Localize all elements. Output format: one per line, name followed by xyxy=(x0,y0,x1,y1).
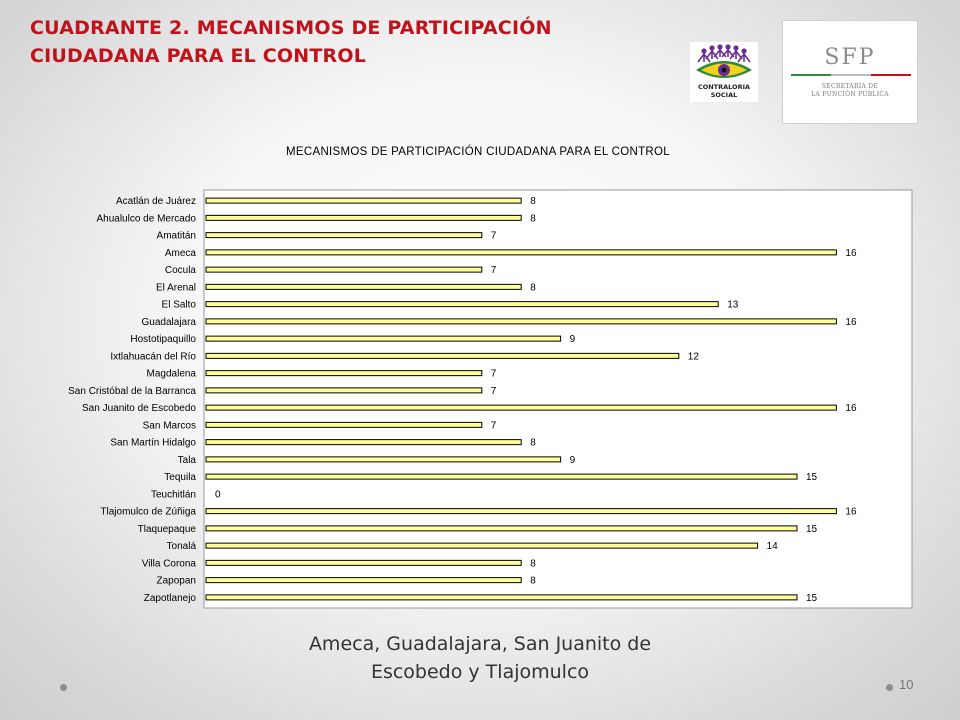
value-label-4: 7 xyxy=(490,265,497,277)
value-label-20: 14 xyxy=(766,541,778,553)
category-label-10: Magdalena xyxy=(146,368,196,380)
caption-line-2: Escobedo y Tlajomulco xyxy=(370,661,590,683)
value-label-7: 16 xyxy=(845,316,857,328)
page-number: 10 xyxy=(899,677,914,692)
value-label-3: 16 xyxy=(845,247,857,259)
bar-20 xyxy=(206,543,758,548)
category-label-19: Tlaquepaque xyxy=(137,523,196,535)
category-label-13: San Marcos xyxy=(142,420,196,432)
category-label-8: Hostotipaquillo xyxy=(130,334,196,346)
category-label-1: Ahualulco de Mercado xyxy=(96,213,196,225)
bar-22 xyxy=(206,578,521,583)
category-label-2: Amatitán xyxy=(156,230,196,242)
category-label-22: Zapopan xyxy=(156,575,196,587)
bar-2 xyxy=(206,233,482,238)
bar-16 xyxy=(206,474,797,479)
bar-0 xyxy=(206,198,521,203)
value-label-16: 15 xyxy=(806,472,818,484)
category-label-16: Tequila xyxy=(164,472,196,484)
bar-9 xyxy=(206,353,679,358)
bar-15 xyxy=(206,457,561,462)
slide-title-line-2: CIUDADANA PARA EL CONTROL xyxy=(30,45,366,67)
value-label-19: 15 xyxy=(806,523,818,535)
value-label-2: 7 xyxy=(490,230,497,242)
bar-23 xyxy=(206,595,797,600)
bar-11 xyxy=(206,388,482,393)
category-label-21: Villa Corona xyxy=(141,558,196,570)
category-label-4: Cocula xyxy=(164,265,196,277)
sfp-sub-line-1: SECRETARÍA DE xyxy=(821,83,879,90)
value-label-8: 9 xyxy=(569,334,576,346)
bar-13 xyxy=(206,422,482,427)
bar-14 xyxy=(206,440,521,445)
bar-7 xyxy=(206,319,836,324)
bar-18 xyxy=(206,509,836,514)
category-label-23: Zapotlanejo xyxy=(143,592,196,604)
value-label-12: 16 xyxy=(845,403,857,415)
category-label-3: Ameca xyxy=(164,247,196,259)
category-label-12: San Juanito de Escobedo xyxy=(82,403,196,415)
category-label-6: El Salto xyxy=(161,299,196,311)
bar-5 xyxy=(206,284,521,289)
value-label-11: 7 xyxy=(490,385,497,397)
category-label-7: Guadalajara xyxy=(141,316,196,328)
category-label-18: Tlajomulco de Zúñiga xyxy=(100,506,196,518)
contraloria-line-2: SOCIAL xyxy=(710,91,738,99)
category-label-20: Tonalá xyxy=(166,541,196,553)
caption-line-1: Ameca, Guadalajara, San Juanito de xyxy=(308,633,652,655)
category-label-11: San Cristóbal de la Barranca xyxy=(68,385,196,397)
value-label-6: 13 xyxy=(727,299,739,311)
category-label-5: El Arenal xyxy=(155,282,196,294)
bar-1 xyxy=(206,215,521,220)
value-label-22: 8 xyxy=(530,575,536,587)
value-label-21: 8 xyxy=(530,558,536,570)
value-label-0: 8 xyxy=(530,196,536,208)
value-label-14: 8 xyxy=(530,437,536,449)
sfp-sub-line-2: LA FUNCIÓN PÚBLICA xyxy=(811,91,889,98)
category-label-9: Ixtlahuacán del Río xyxy=(110,351,196,363)
bar-10 xyxy=(206,371,482,376)
bar-6 xyxy=(206,302,718,307)
value-label-9: 12 xyxy=(687,351,699,363)
value-label-13: 7 xyxy=(490,420,497,432)
value-label-15: 9 xyxy=(569,454,576,466)
value-label-17: 0 xyxy=(215,489,221,501)
bar-19 xyxy=(206,526,797,531)
slide-caption xyxy=(240,630,720,686)
right-bullet xyxy=(886,684,893,691)
bar-21 xyxy=(206,560,521,565)
contraloria-line-1: CONTRALORIA xyxy=(697,83,751,91)
bar-3 xyxy=(206,250,836,255)
chart-title: MECANISMOS DE PARTICIPACIÓN CIUDADANA PARA EL CONTROL xyxy=(286,146,670,158)
value-label-10: 7 xyxy=(490,368,497,380)
category-label-14: San Martín Hidalgo xyxy=(110,437,196,449)
sfp-abbr: SFP xyxy=(824,45,876,70)
left-bullet xyxy=(60,684,67,691)
value-label-23: 15 xyxy=(806,592,818,604)
slide-title-line-1: CUADRANTE 2. MECANISMOS DE PARTICIPACIÓN xyxy=(30,17,552,39)
category-label-0: Acatlán de Juárez xyxy=(115,196,196,208)
value-label-1: 8 xyxy=(530,213,536,225)
bar-4 xyxy=(206,267,482,272)
category-label-17: Teuchitlán xyxy=(150,489,196,501)
value-label-18: 16 xyxy=(845,506,857,518)
bar-8 xyxy=(206,336,561,341)
category-label-15: Tala xyxy=(177,454,196,466)
value-label-5: 8 xyxy=(530,282,536,294)
bar-12 xyxy=(206,405,836,410)
